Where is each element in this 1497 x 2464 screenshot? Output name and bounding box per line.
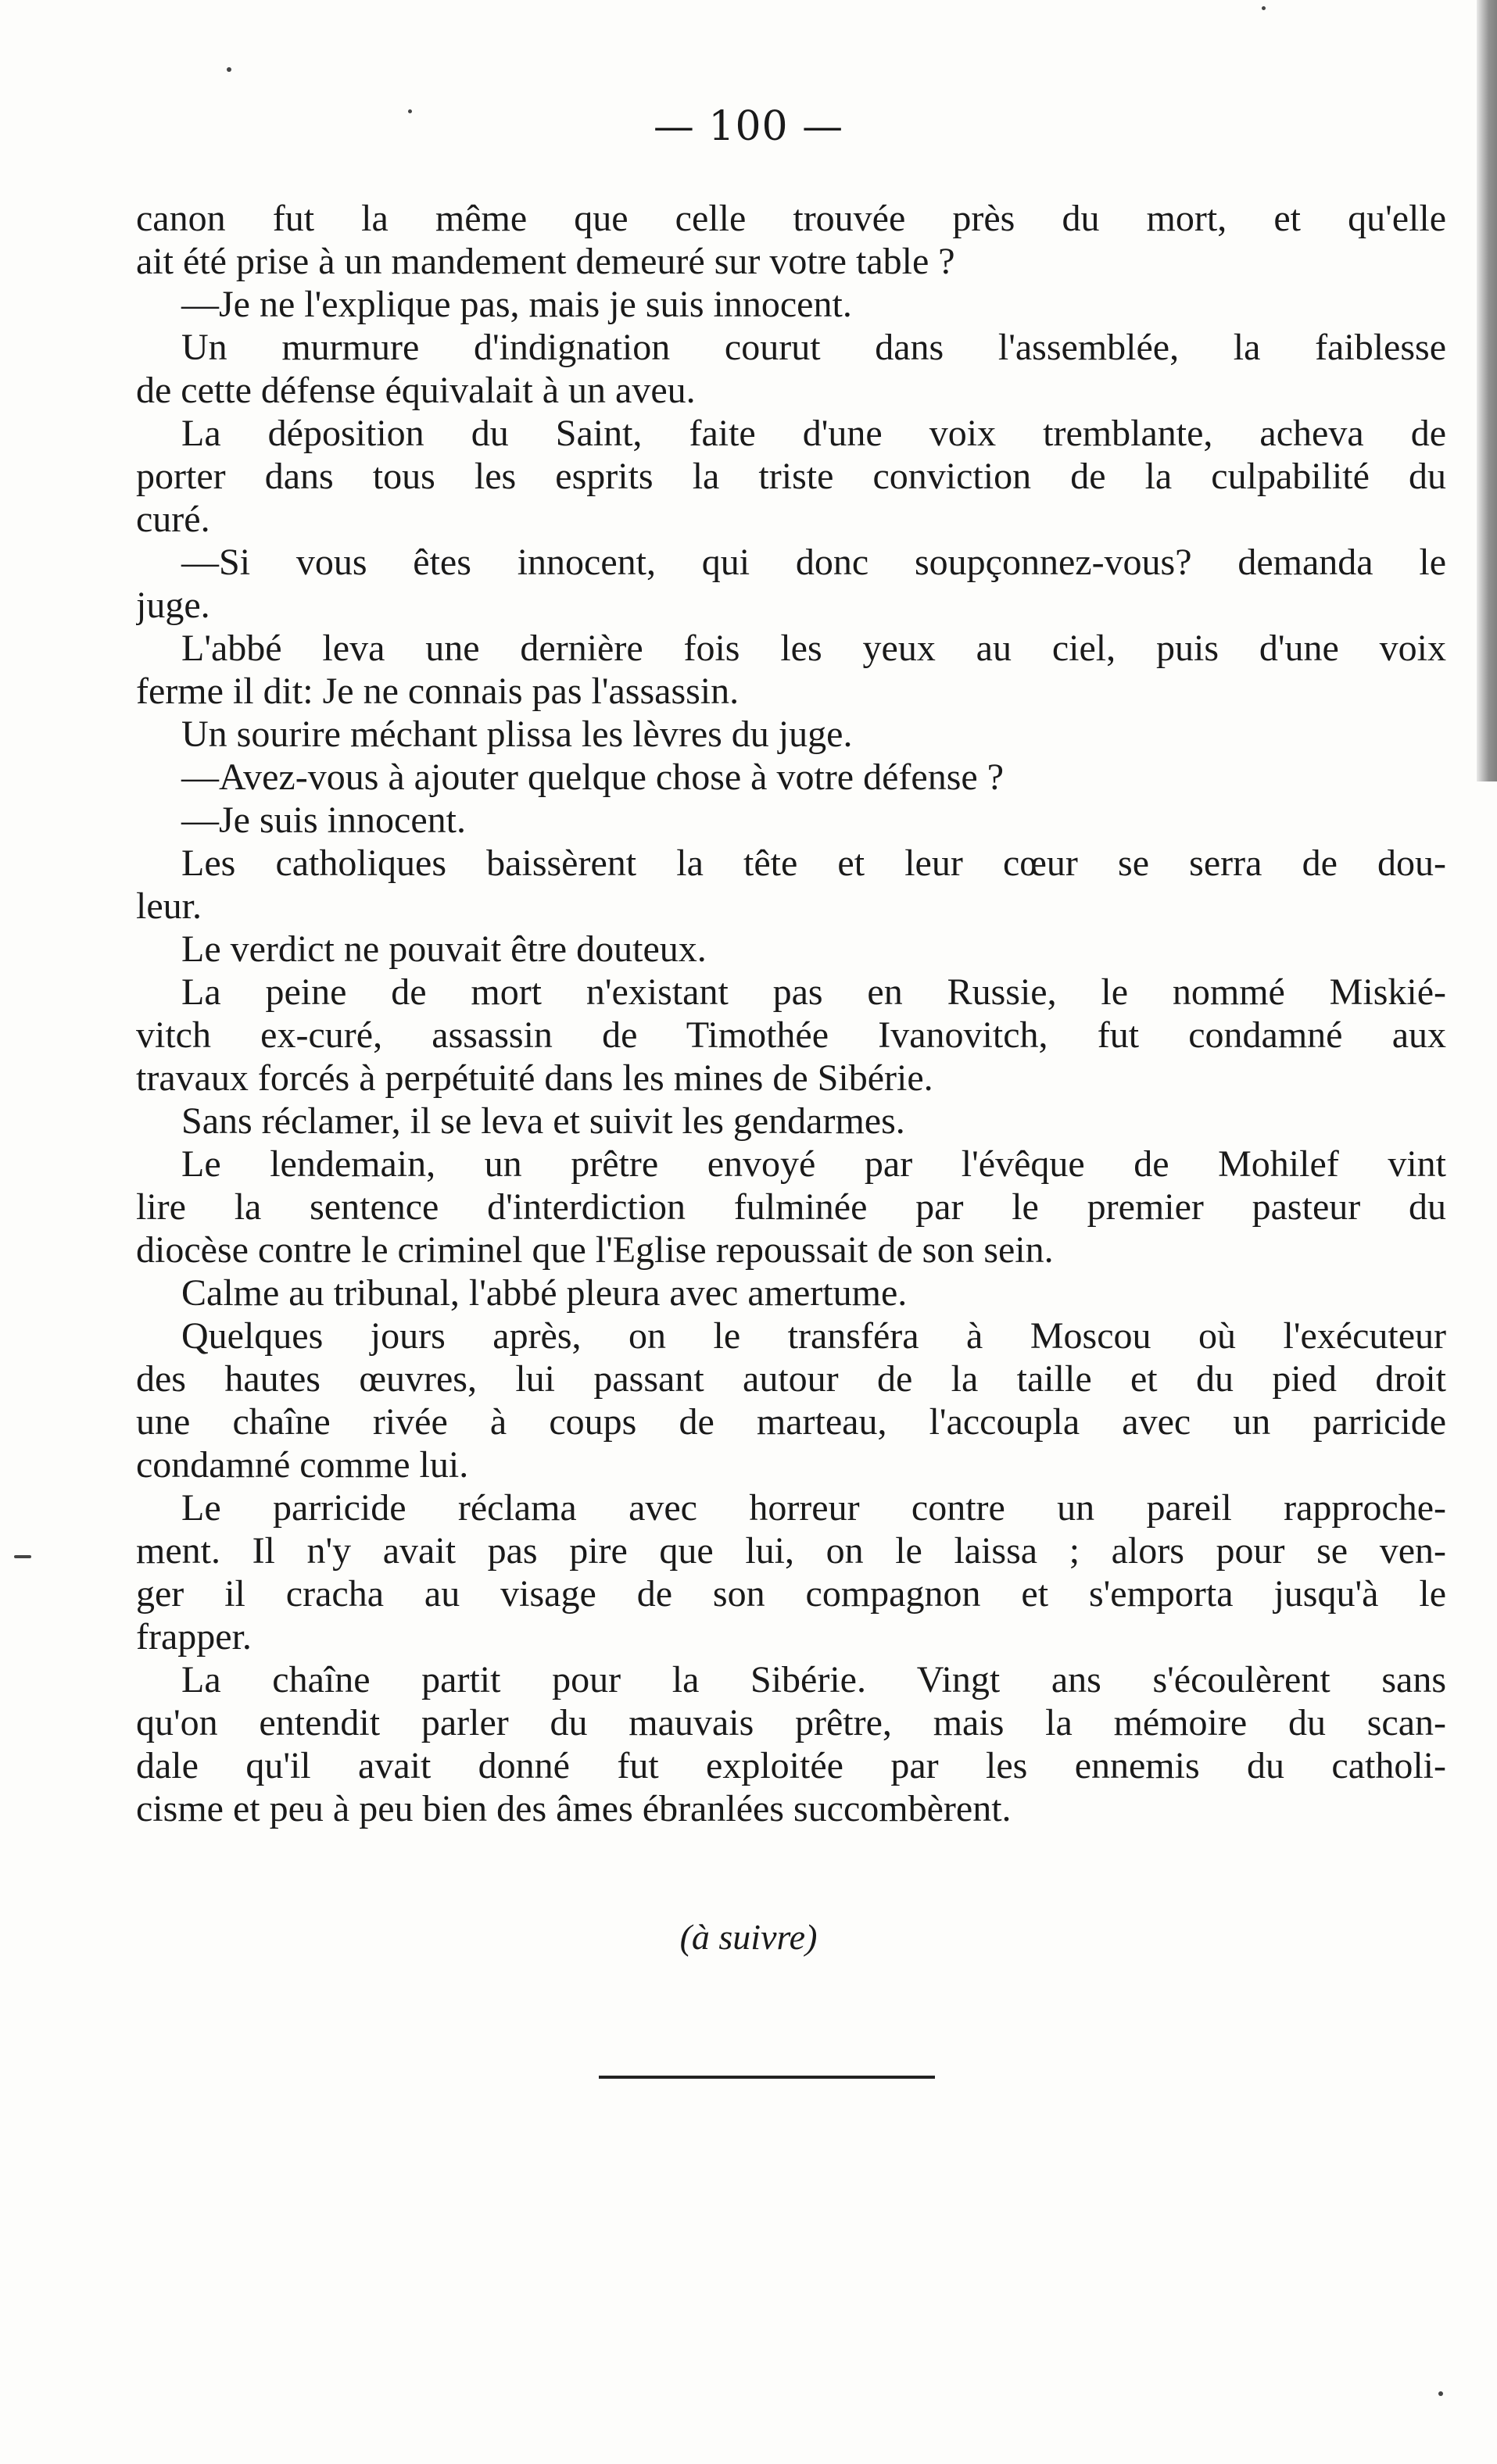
print-speck — [227, 67, 231, 72]
text-line: une chaîne rivée à coups de marteau, l'accoupla avec un parricide — [136, 1401, 1446, 1443]
text-line: Le lendemain, un prêtre envoyé par l'évêque de Mohilef vint — [181, 1143, 1446, 1185]
print-speck — [1438, 2391, 1443, 2396]
page-number: — 100 — — [653, 103, 844, 150]
text-line: des hautes œuvres, lui passant autour de la taille et du pied droit — [136, 1358, 1446, 1400]
text-line: dale qu'il avait donné fut exploitée par les ennemis du catholi- — [136, 1745, 1446, 1786]
text-line: Le verdict ne pouvait être douteux. — [181, 928, 707, 970]
text-line: leur. — [136, 885, 202, 927]
text-line: frapper. — [136, 1616, 252, 1658]
body-text — [136, 197, 1446, 1830]
text-line: cisme et peu à peu bien des âmes ébranlées succombèrent. — [136, 1788, 1012, 1829]
text-line: ferme il dit: Je ne connais pas l'assassin. — [136, 671, 740, 712]
end-divider-rule — [599, 2076, 935, 2079]
text-line: porter dans tous les esprits la triste conviction de la culpabilité du — [136, 456, 1446, 497]
text-line: Un murmure d'indignation courut dans l'assemblée, la faiblesse — [181, 327, 1446, 368]
text-line: ger il cracha au visage de son compagnon et s'emporta jusqu'à le — [136, 1573, 1446, 1615]
text-line: L'abbé leva une dernière fois les yeux au ciel, puis d'une voix — [181, 628, 1446, 669]
text-line: La déposition du Saint, faite d'une voix tremblante, acheva de — [181, 413, 1446, 454]
print-speck — [14, 1555, 31, 1558]
text-line: Quelques jours après, on le transféra à Moscou où l'exécuteur — [181, 1315, 1446, 1357]
text-line: Un sourire méchant plissa les lèvres du juge. — [181, 713, 853, 755]
print-speck — [408, 109, 412, 113]
text-line: canon fut la même que celle trouvée près du mort, et qu'elle — [136, 198, 1446, 239]
text-line: Le parricide réclama avec horreur contre un pareil rapproche- — [181, 1487, 1446, 1529]
text-line: condamné comme lui. — [136, 1444, 469, 1486]
text-line: —Avez-vous à ajouter quelque chose à votre défense ? — [181, 756, 1004, 798]
print-speck — [1262, 6, 1266, 10]
text-line: qu'on entendit parler du mauvais prêtre, mais la mémoire du scan- — [136, 1702, 1446, 1743]
text-line: juge. — [136, 585, 210, 626]
text-line: de cette défense équivalait à un aveu. — [136, 370, 696, 411]
text-line: diocèse contre le criminel que l'Eglise repoussait de son sein. — [136, 1229, 1054, 1271]
continuation-note: (à suivre) — [679, 1917, 818, 1957]
text-line: Calme au tribunal, l'abbé pleura avec amertume. — [181, 1272, 908, 1314]
text-line: lire la sentence d'interdiction fulminée par le premier pasteur du — [136, 1186, 1446, 1228]
text-line: ment. Il n'y avait pas pire que lui, on le laissa ; alors pour se ven- — [136, 1530, 1446, 1572]
text-line: La chaîne partit pour la Sibérie. Vingt ans s'écoulèrent sans — [181, 1659, 1446, 1700]
text-line: —Je suis innocent. — [181, 799, 466, 841]
text-line: curé. — [136, 499, 210, 540]
text-line: Sans réclamer, il se leva et suivit les gendarmes. — [181, 1100, 905, 1142]
text-line: —Si vous êtes innocent, qui donc soupçonnez-vous? demanda le — [181, 542, 1446, 583]
text-line: ait été prise à un mandement demeuré sur votre table ? — [136, 241, 955, 282]
text-line: vitch ex-curé, assassin de Timothée Ivanovitch, fut condamné aux — [136, 1014, 1446, 1056]
text-line: La peine de mort n'existant pas en Russie, le nommé Miskié- — [181, 971, 1446, 1013]
text-line: Les catholiques baissèrent la tête et leur cœur se serra de dou- — [181, 842, 1446, 884]
text-line: travaux forcés à perpétuité dans les mines de Sibérie. — [136, 1057, 933, 1099]
text-line: —Je ne l'explique pas, mais je suis innocent. — [181, 284, 852, 325]
